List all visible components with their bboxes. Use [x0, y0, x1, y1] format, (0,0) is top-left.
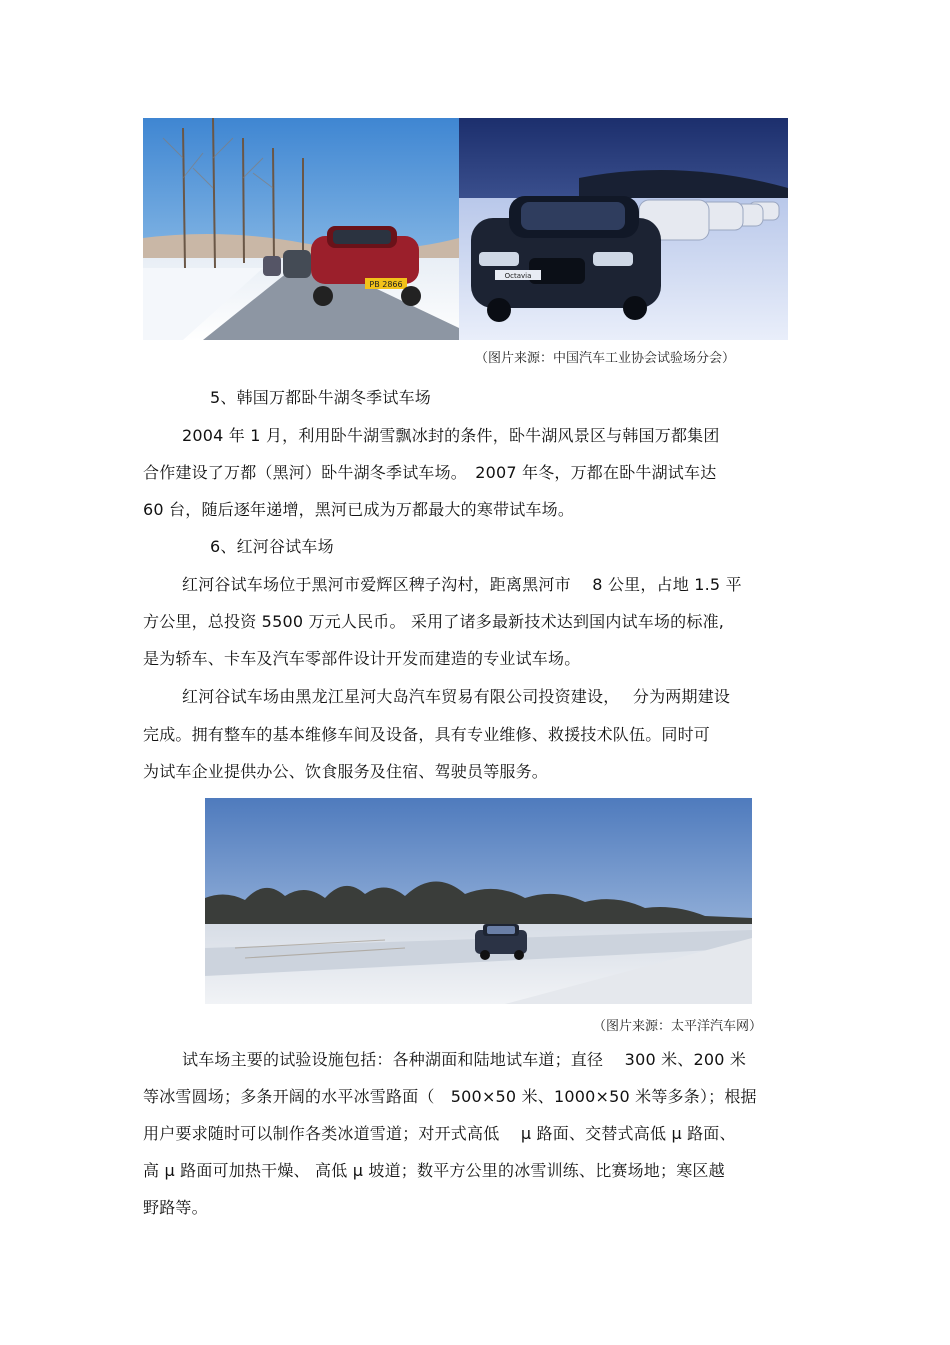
- section5-line-1: 2004 年 1 月，利用卧牛湖雪飘冰封的条件，卧牛湖风景区与韩国万都集团: [182, 426, 720, 445]
- photo-snow-test-track: [205, 798, 752, 1004]
- section6-para1-line-1: 红河谷试车场位于黑河市爱辉区稗子沟村，距离黑河市 8 公里，占地 1.5 平: [182, 575, 742, 594]
- heading-section-6: 6、红河谷试车场: [210, 537, 334, 556]
- photo-frozen-lake-cars: [459, 118, 788, 340]
- section6-para1-line-3: 是为轿车、卡车及汽车零部件设计开发而建造的专业试车场。: [143, 649, 581, 668]
- section6-para3-line-1: 试车场主要的试验设施包括：各种湖面和陆地试车道；直径 300 米、200 米: [182, 1050, 747, 1069]
- section6-para3-line-4: 高 μ 路面可加热干燥、 高低 μ 坡道；数平方公里的冰雪训练、比赛场地；寒区越: [143, 1161, 725, 1180]
- section6-para1-line-2: 方公里，总投资 5500 万元人民币。 采用了诸多最新技术达到国内试车场的标准,: [143, 612, 725, 631]
- section6-para2-line-1: 红河谷试车场由黑龙江星河大岛汽车贸易有限公司投资建设， 分为两期建设: [182, 687, 731, 706]
- license-plate-text: PB 2866: [369, 280, 403, 289]
- caption-middle: （图片来源：太平洋汽车网）: [593, 1019, 763, 1034]
- caption-top: （图片来源：中国汽车工业协会试验场分会）: [475, 351, 736, 366]
- photo-snow-road-cars: [143, 118, 459, 340]
- section6-para2-line-2: 完成。拥有整车的基本维修车间及设备，具有专业维修、救援技术队伍。同时可: [143, 725, 711, 744]
- section5-line-2: 合作建设了万都（黑河）卧牛湖冬季试车场。 2007 年冬，万都在卧牛湖试车达: [143, 463, 717, 482]
- section6-para2-line-3: 为试车企业提供办公、饮食服务及住宿、驾驶员等服务。: [143, 762, 549, 781]
- section6-para3-line-2: 等冰雪圆场；多条开阔的水平冰雪路面（ 500×50 米、1000×50 米等多条）；根据: [143, 1087, 757, 1106]
- section6-para3-line-5: 野路等。: [143, 1198, 208, 1217]
- section6-para3-line-3: 用户要求随时可以制作各类冰道雪道；对开式高低 μ 路面、交替式高低 μ 路面、: [143, 1124, 736, 1143]
- section5-line-3: 60 台，随后逐年递增，黑河已成为万都最大的寒带试车场。: [143, 500, 575, 519]
- car-badge-text: Octavia: [504, 272, 532, 280]
- heading-section-5: 5、韩国万都卧牛湖冬季试车场: [210, 388, 431, 407]
